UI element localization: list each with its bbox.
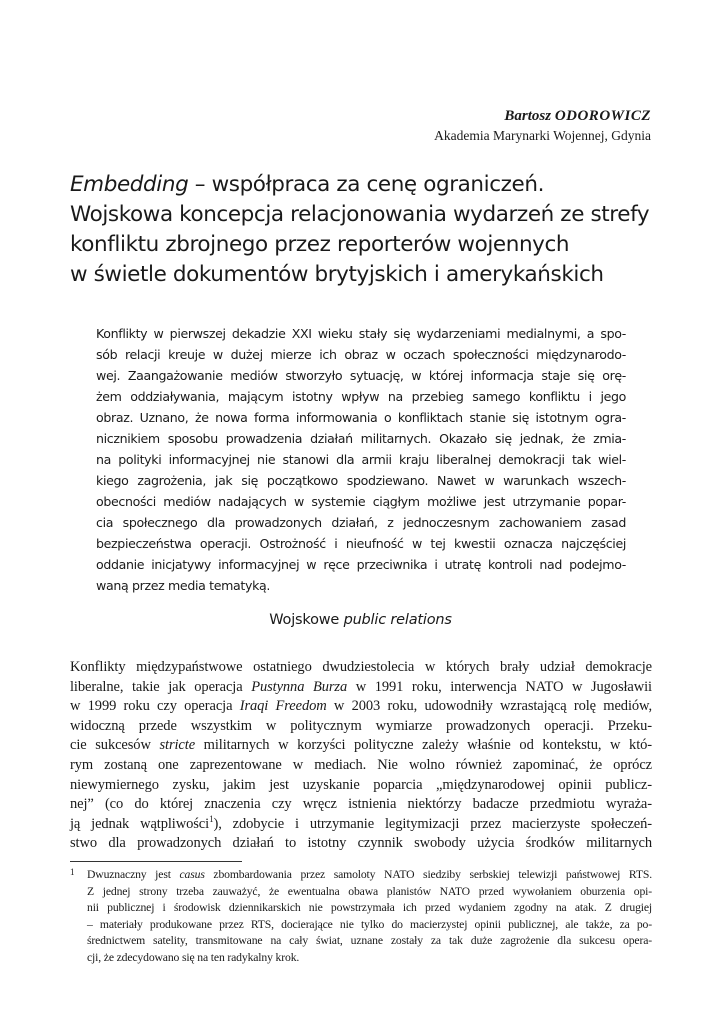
body-line: niewymiernego zysku, jakim jest uzyskanie poparcia „międzynarodowej opinii publicz- [70, 776, 652, 793]
author-name [434, 106, 651, 126]
body-line: ją jednak wątpliwości$^1$), zdobycie i utrzymanie legitymizacji przez macierzyste społeczeń- [70, 813, 652, 832]
abstract-line: nicznikiem sposobu prowadzenia działań militarnych. Okazało się jednak, że zmia- [96, 431, 626, 446]
section-heading: Wojskowe public relations [269, 612, 452, 628]
body-paragraph [70, 658, 652, 854]
article-title [70, 170, 660, 290]
body-line: Konflikty międzypaństwowe ostatniego dwudziestolecia w których brały udział demokracje [70, 659, 652, 675]
footnote-text [87, 867, 652, 966]
body-line: rym zostaną one zaprezentowane w mediach. Nie wolno również zapominać, że oprócz [70, 756, 652, 773]
footnote-line: nii publicznej i środowisk dziennikarskich nie powstrzymała ich przed wydaniem zgodny na atak. Z drugiej [87, 901, 652, 914]
abstract-line: na polityki informacyjnej nie stanowi dla armii kraju liberalnej demokracji tak wiel- [96, 452, 626, 467]
abstract-line: obraz. Uznano, że nowa forma informowania o konfliktach stanie się istotnym ogra- [96, 410, 626, 425]
abstract-line: bezpieczeństwa operacji. Ostrożność i nieufność w tej kwestii oznacza najczęściej [96, 536, 626, 551]
abstract-line: obecności mediów nadających w systemie ciągłym możliwe jest utrzymanie popar- [96, 494, 626, 509]
abstract-line: sób relacji kreuje w dużej mierze ich obraz w oczach społeczności międzynarodo- [96, 347, 626, 362]
title-line-4: w świetle dokumentów brytyjskich i amerykańskich [70, 262, 604, 287]
author-block [434, 106, 651, 146]
body-line: widoczną przede wszystkim w politycznym wymiarze prowadzonych operacji. Przeku- [70, 717, 652, 734]
abstract-line: kiego zagrożenia, jak się początkowo spodziewano. Nawet w warunkach wszech- [96, 473, 626, 488]
abstract-line: Konflikty w pierwszej dekadzie XXI wieku stały się wydarzeniami medialnymi, a spo- [96, 326, 626, 341]
footnote-reference[interactable]: 1 [209, 813, 214, 824]
abstract-line: wej. Zaangażowanie mediów stworzyło sytuację, w której informacja staje się orę- [96, 368, 626, 383]
footnote-line: cji, że zdecydowano się na ten radykalny krok. [87, 950, 300, 964]
title-italic-term: Embedding [70, 172, 189, 197]
author-first-name: Bartosz [504, 108, 552, 124]
footnote-line: średnictwem satelity, transmitowane na cały świat, uznane zostały za tak duże zagrożenie dla sukcesu opera- [87, 934, 652, 947]
section-heading-italic: public relations [343, 612, 452, 628]
footnote-line: – materiały produkowane przez RTS, docierające nie tylko do macierzystej opinii publicznej, ale także, za po- [87, 917, 652, 931]
body-line: cie sukcesów stricte militarnych w korzyści polityczne zależy właśnie od kontekstu, w któ- [70, 737, 653, 754]
footnote-number: 1 [70, 867, 75, 877]
title-line-1: Embedding – współpraca za cenę ograniczeń. [70, 172, 545, 197]
title-line-3: konfliktu zbrojnego przez reporterów wojennych [70, 232, 570, 257]
footnote-line: Dwuznaczny jest casus zbombardowania przez samoloty NATO siedziby serbskiej telewizji państwowej RTS. [87, 868, 652, 881]
author-affiliation: Akademia Marynarki Wojennej, Gdynia [434, 128, 651, 143]
title-line-2: Wojskowa koncepcja relacjonowania wydarzeń ze strefy [70, 202, 650, 227]
abstract-line: żem oddziaływania, mającym istotny wpływ na przebieg samego konfliktu i jego [96, 389, 626, 404]
abstract-line: cia społecznego dla prowadzonych działań, z jednoczesnym zachowaniem zasad [96, 515, 626, 530]
footnote-line: Z jednej strony trzeba zauważyć, że ewentualna obawa planistów NATO przed wywołaniem oburzenia opi- [87, 884, 652, 898]
abstract-line: oddanie inicjatywy informacyjnej w ręce przeciwnika i utratę kontroli nad podejmo- [96, 557, 626, 572]
body-line: liberalne, takie jak operacja Pustynna Burza w 1991 roku, interwencja NATO w Jugosławii [70, 678, 652, 695]
author-surname: ODOROWICZ [554, 108, 651, 124]
abstract [96, 323, 626, 596]
body-line: w 1999 roku czy operacja Iraqi Freedom w 2003 roku, udowodniły wzrastającą rolę mediów, [70, 698, 652, 715]
abstract-line: waną przez media tematyką. [96, 578, 271, 593]
body-line: stwo dla prowadzonych działań to istotny czynnik swobody użycia środków militarnych [70, 835, 652, 852]
body-line: nej” (co do której znaczenia czy wręcz istnienia niektórzy badacze przedmiotu wyraża- [70, 796, 652, 813]
footnote-divider [70, 861, 242, 862]
